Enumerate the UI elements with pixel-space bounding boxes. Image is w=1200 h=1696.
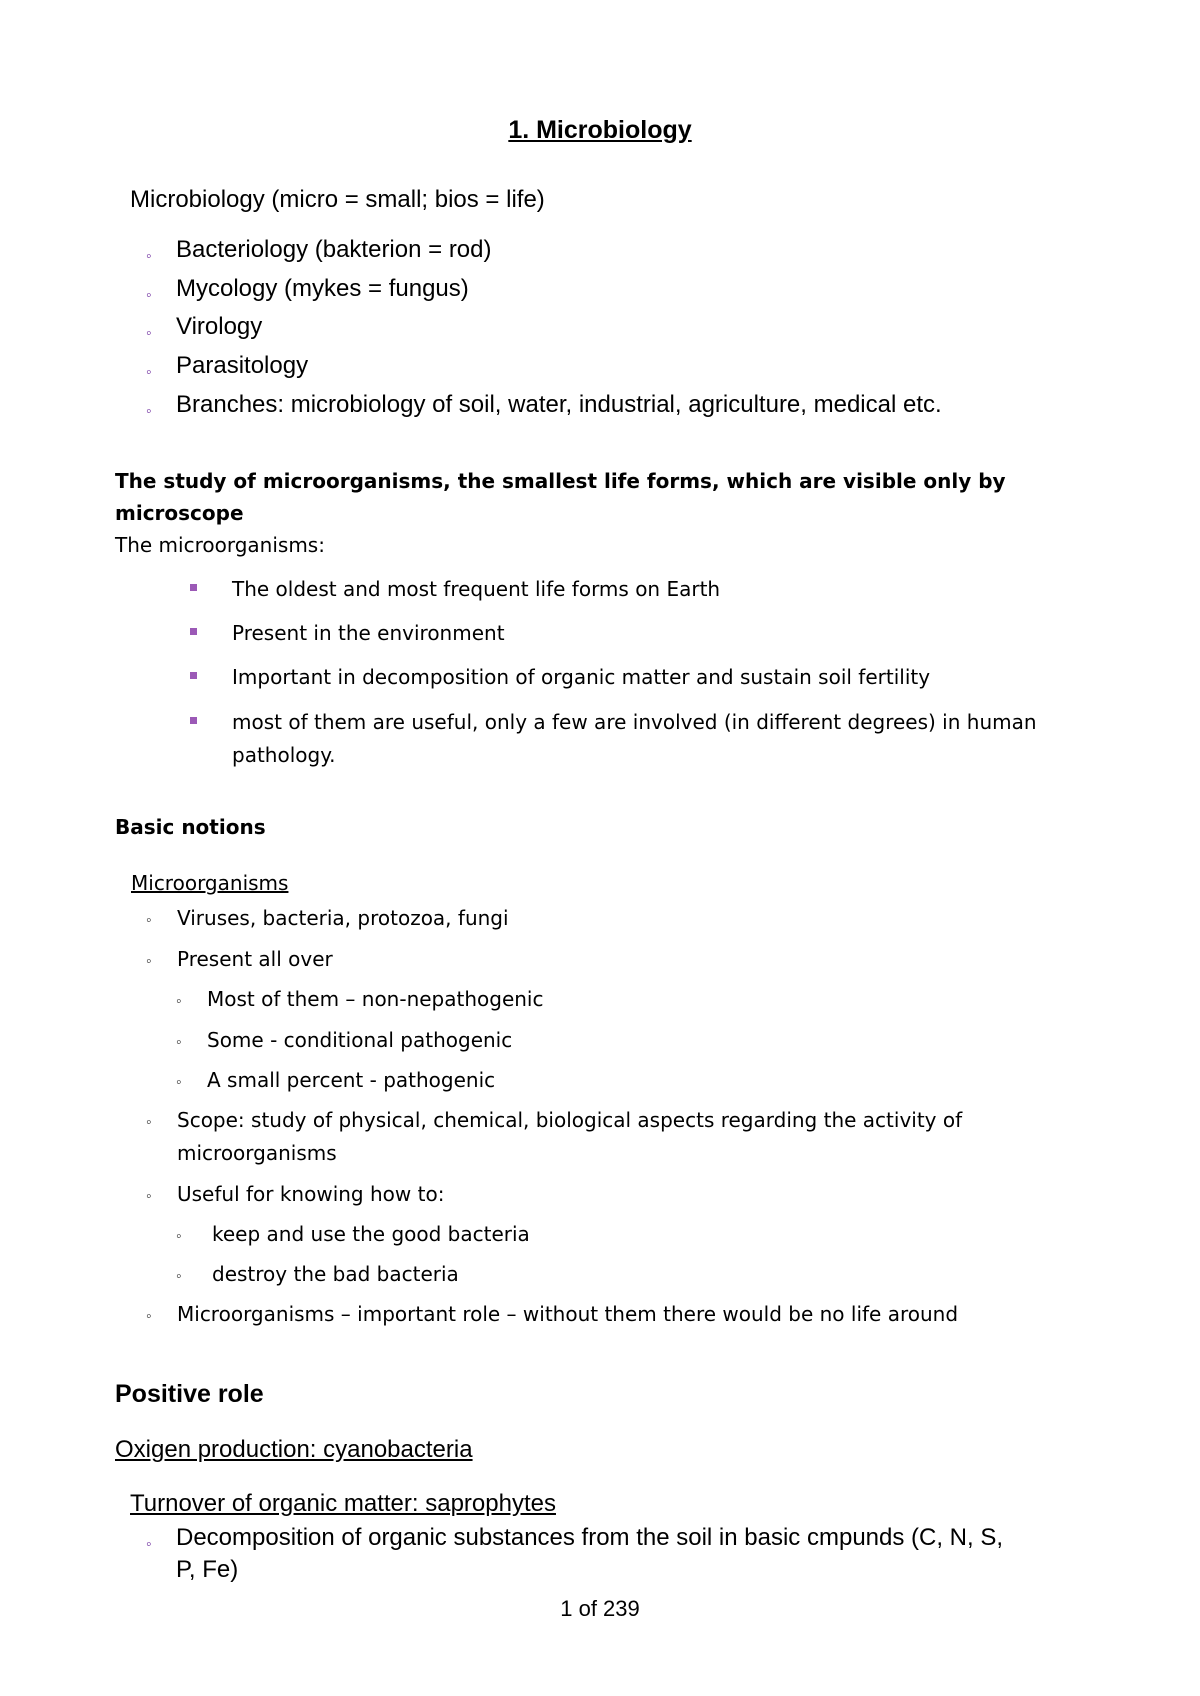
study-lead: The microorganisms: (115, 533, 325, 557)
list-item: Useful for knowing how to: (177, 1182, 445, 1206)
circle-bullet-icon: ◦ (146, 1114, 152, 1131)
circle-bullet-icon: ◦ (146, 1188, 152, 1205)
list-item-continuation: P, Fe) (176, 1556, 239, 1583)
subsection-heading: Microorganisms (131, 871, 289, 895)
list-item: Mycology (mykes = fungus) (176, 275, 469, 302)
list-item: Most of them – non-nepathogenic (207, 987, 544, 1011)
circle-bullet-icon: ◦ (146, 403, 152, 420)
study-bold-line: microscope (115, 501, 244, 525)
subsection-heading: Oxigen production: cyanobacteria (115, 1436, 473, 1463)
circle-bullet-icon: ◦ (176, 1034, 182, 1051)
page-title: 1. Microbiology (508, 116, 692, 144)
subsection-heading: Turnover of organic matter: saprophytes (130, 1490, 556, 1517)
list-item: keep and use the good bacteria (212, 1222, 530, 1246)
list-item: Decomposition of organic substances from the soil in basic cmpunds (C, N, S, (176, 1524, 1004, 1551)
list-item: Present all over (177, 947, 333, 971)
circle-bullet-icon: ◦ (146, 325, 152, 342)
list-item: A small percent - pathogenic (207, 1068, 496, 1092)
list-item: Virology (176, 313, 263, 340)
list-item: Parasitology (176, 352, 309, 379)
circle-bullet-icon: ◦ (146, 953, 152, 970)
circle-bullet-icon: ◦ (176, 993, 182, 1010)
section-heading: Positive role (115, 1380, 264, 1408)
circle-bullet-icon: ◦ (146, 912, 152, 929)
intro-heading: Microbiology (micro = small; bios = life) (130, 186, 545, 213)
list-item: Present in the environment (232, 621, 505, 645)
circle-bullet-icon: ◦ (146, 1308, 152, 1325)
circle-bullet-icon: ◦ (146, 248, 152, 265)
circle-bullet-icon: ◦ (176, 1074, 182, 1091)
square-bullet-icon (190, 672, 197, 679)
circle-bullet-icon: ◦ (146, 287, 152, 304)
list-item: Scope: study of physical, chemical, biological aspects regarding the activity of (177, 1108, 963, 1132)
list-item: The oldest and most frequent life forms on Earth (232, 577, 721, 601)
circle-bullet-icon: ◦ (176, 1268, 182, 1285)
circle-bullet-icon: ◦ (146, 364, 152, 381)
square-bullet-icon (190, 628, 197, 635)
list-item: most of them are useful, only a few are involved (in different degrees) in human (232, 710, 1037, 734)
study-bold-line: The study of microorganisms, the smallest life forms, which are visible only by (115, 469, 1006, 493)
list-item: Some - conditional pathogenic (207, 1028, 513, 1052)
circle-bullet-icon: ◦ (146, 1536, 152, 1553)
page-number: 1 of 239 (560, 1596, 640, 1621)
list-item-continuation: microorganisms (177, 1141, 337, 1165)
circle-bullet-icon: ◦ (176, 1228, 182, 1245)
list-item: Bacteriology (bakterion = rod) (176, 236, 492, 263)
list-item: Microorganisms – important role – without them there would be no life around (177, 1302, 959, 1326)
list-item: Important in decomposition of organic matter and sustain soil fertility (232, 665, 931, 689)
list-item: Branches: microbiology of soil, water, industrial, agriculture, medical etc. (176, 391, 942, 418)
square-bullet-icon (190, 717, 197, 724)
square-bullet-icon (190, 584, 197, 591)
list-item: destroy the bad bacteria (212, 1262, 459, 1286)
list-item-continuation: pathology. (232, 743, 336, 767)
list-item: Viruses, bacteria, protozoa, fungi (177, 906, 509, 930)
section-heading: Basic notions (115, 815, 266, 839)
